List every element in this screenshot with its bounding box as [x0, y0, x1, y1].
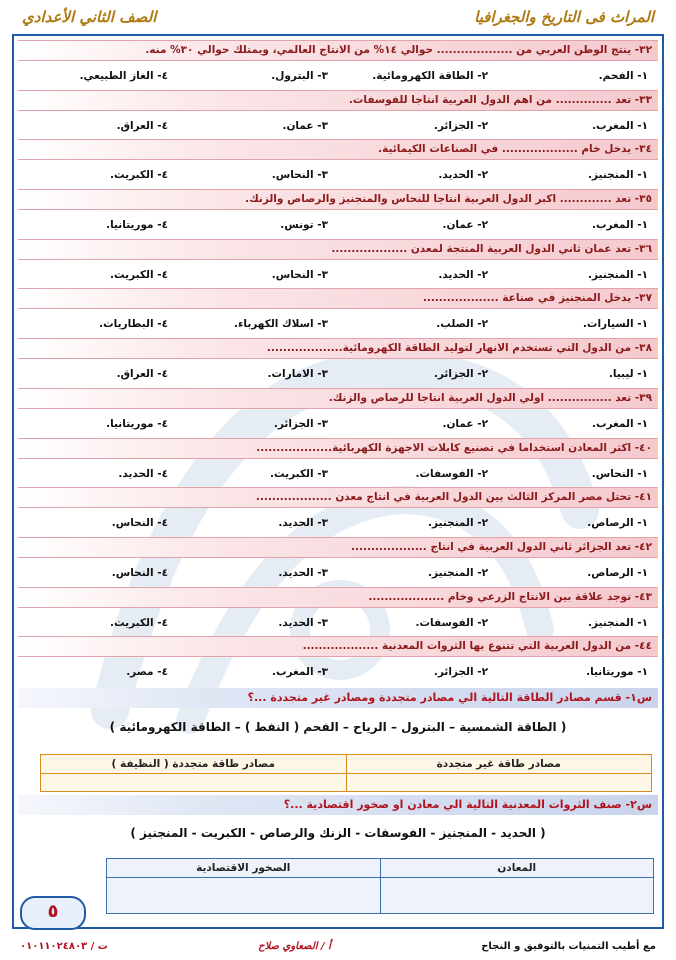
option: ٤- الحديد.: [118, 467, 168, 480]
mcq-list: [18, 40, 658, 686]
question-stem: ٣٩- تعد ................ اولي الدول العربية انتاجا للرصاص والزنك.: [18, 388, 658, 409]
option: ١- الفحم.: [598, 70, 648, 82]
answer-cell[interactable]: [41, 774, 347, 792]
question-stem: ٣٢- ينتج الوطن العربي من ................... حوالي ١٤% من الانتاج العالمي، ويمتلك حوالي ٣٠% منه.: [18, 40, 658, 61]
section2-items: ( الحديد - المنجنيز - الفوسفات - الزنك والرصاص - الكبريت - المنجنيز ): [130, 826, 546, 840]
option: ٤- البطاريات.: [99, 318, 168, 331]
option: ١- موريتانيا.: [586, 666, 648, 679]
option: ٢- الصلب.: [436, 318, 488, 331]
question-40: [18, 438, 658, 488]
question-35: [18, 189, 658, 239]
section1-table: [40, 754, 652, 792]
option: ٣- اسلاك الكهرباء.: [234, 318, 328, 331]
option: ٢- الجزائر.: [433, 666, 488, 679]
option: ١- السيارات.: [582, 318, 648, 331]
section2-table: [106, 858, 654, 914]
option: ٣- الامارات.: [267, 368, 328, 381]
option: ٢- عمان.: [442, 219, 488, 232]
question-32: [18, 40, 658, 90]
option: ٣- النحاس.: [271, 268, 328, 281]
option: ١- المنجنيز.: [588, 268, 648, 281]
question-stem: ٣٧- يدخل المنجنيز في صناعة ...................: [18, 288, 658, 309]
option: ٢- الحديد.: [438, 268, 488, 281]
section2-prompt: س٢- صنف الثروات المعدنية التالية الي معادن او صخور اقتصادية ...؟: [18, 795, 658, 815]
page-footer: [0, 936, 676, 956]
option: ٣- تونس.: [280, 219, 328, 232]
subject-title: المراث فى التاريخ والجغرافيا: [474, 8, 654, 26]
col-nonrenewable-header: مصادر طاقة غير متجددة: [346, 755, 652, 774]
page-number-badge: ٥: [20, 896, 86, 930]
option: ٢- الفوسفات.: [415, 467, 488, 480]
question-38: [18, 338, 658, 388]
option: ٤- موريتانيا.: [106, 417, 168, 430]
option: ٤- النحاس.: [111, 566, 168, 579]
option: ٣- الحديد.: [278, 517, 328, 530]
grade-title: الصف الثاني الأعدادي: [22, 8, 157, 26]
option: ٢- الجزائر.: [433, 368, 488, 381]
question-stem: ٣٦- تعد عمان ثاني الدول العربية المنتجة لمعدن ...................: [18, 239, 658, 260]
question-stem: ٣٥- تعد ............. اكبر الدول العربية انتاجا للنحاس والمنجنيز والرصاص والزنك.: [18, 189, 658, 210]
option: ١- المنجنيز.: [588, 616, 648, 629]
question-stem: ٤٣- توجد علاقة بين الانتاج الزرعي وخام ...................: [18, 587, 658, 608]
footer-wish: مع أطيب التمنيات بالتوفيق و النجاح: [481, 940, 656, 952]
option: ١- الرصاص.: [587, 517, 648, 530]
option: ٤- العراق.: [116, 119, 168, 132]
option: ٢- الجزائر.: [433, 119, 488, 132]
question-34: [18, 139, 658, 189]
footer-author: أ / الصعاوي صلاح: [258, 940, 331, 952]
option: ٤- موريتانيا.: [106, 219, 168, 232]
section1-prompt: س١- قسم مصادر الطاقة التالية الي مصادر متجددة ومصادر غير متجددة ...؟: [18, 688, 658, 708]
option: ٣- البترول.: [271, 70, 328, 82]
option: ١- المغرب.: [591, 417, 648, 430]
option: ١- ليبيا.: [608, 368, 648, 381]
col-rocks-header: الصخور الاقتصادية: [107, 859, 381, 878]
question-43: [18, 587, 658, 637]
question-39: [18, 388, 658, 438]
option: ٣- المغرب.: [271, 666, 328, 679]
answer-cell[interactable]: [380, 878, 654, 914]
col-renewable-header: مصادر طاقة متجددة ( النظيفة ): [41, 755, 347, 774]
answer-cell[interactable]: [107, 878, 381, 914]
question-stem: ٤٤- من الدول العربية التي تتنوع بها الثروات المعدنية ...................: [18, 636, 658, 657]
page-header: [0, 2, 676, 32]
option: ٢- الفوسفات.: [415, 616, 488, 629]
option: ١- المنجنيز.: [588, 169, 648, 182]
question-stem: ٤٢- تعد الجزائر ثاني الدول العربية في انتاج ...................: [18, 537, 658, 558]
option: ٢- الطاقة الكهرومائية.: [372, 70, 488, 82]
question-stem: ٣٣- تعد .............. من اهم الدول العربية انتاجا للفوسفات.: [18, 90, 658, 111]
option: ٣- الكبريت.: [270, 467, 328, 480]
option: ٢- المنجنيز.: [428, 517, 488, 530]
option: ١- الرصاص.: [587, 566, 648, 579]
option: ١- المغرب.: [591, 219, 648, 232]
option: ٢- المنجنيز.: [428, 566, 488, 579]
option: ١- المغرب.: [591, 119, 648, 132]
option: ٣- الجزائر.: [273, 417, 328, 430]
section1-items: ( الطاقة الشمسية – البترول – الرياح – الفحم ( النفط ) – الطاقة الكهرومائية ): [109, 720, 567, 734]
option: ٤- الكبريت.: [110, 268, 168, 281]
question-33: [18, 90, 658, 140]
option: ٢- الحديد.: [438, 169, 488, 182]
option: ٤- النحاس.: [111, 517, 168, 530]
option: ٤- مصر.: [126, 666, 168, 679]
question-stem: ٤٠- اكثر المعادن استخداما في تصنيع كابلات الاجهزة الكهربائية...................: [18, 438, 658, 459]
question-stem: ٣٨- من الدول التي تستخدم الانهار لتوليد الطاقة الكهرومائية...................: [18, 338, 658, 359]
option: ٣- الحديد.: [278, 616, 328, 629]
option: ٢- عمان.: [442, 417, 488, 430]
col-minerals-header: المعادن: [380, 859, 654, 878]
option: ٣- عمان.: [282, 119, 328, 132]
question-stem: ٣٤- يدخل خام ................... في الصناعات الكيمائية.: [18, 139, 658, 160]
option: ٤- الكبريت.: [110, 616, 168, 629]
option: ٣- النحاس.: [271, 169, 328, 182]
option: ٣- الحديد.: [278, 566, 328, 579]
question-44: [18, 636, 658, 686]
question-36: [18, 239, 658, 289]
option: ١- النحاس.: [591, 467, 648, 480]
option: ٤- العراق.: [116, 368, 168, 381]
question-41: [18, 487, 658, 537]
question-37: [18, 288, 658, 338]
option: ٤- الغاز الطبيعي.: [79, 70, 168, 82]
option: ٤- الكبريت.: [110, 169, 168, 182]
footer-phone: ت / ٠١٠١١٠٢٤٨٠٣: [20, 940, 108, 952]
question-42: [18, 537, 658, 587]
question-stem: ٤١- تحتل مصر المركز الثالث بين الدول العربية في انتاج معدن ...................: [18, 487, 658, 508]
answer-cell[interactable]: [346, 774, 652, 792]
